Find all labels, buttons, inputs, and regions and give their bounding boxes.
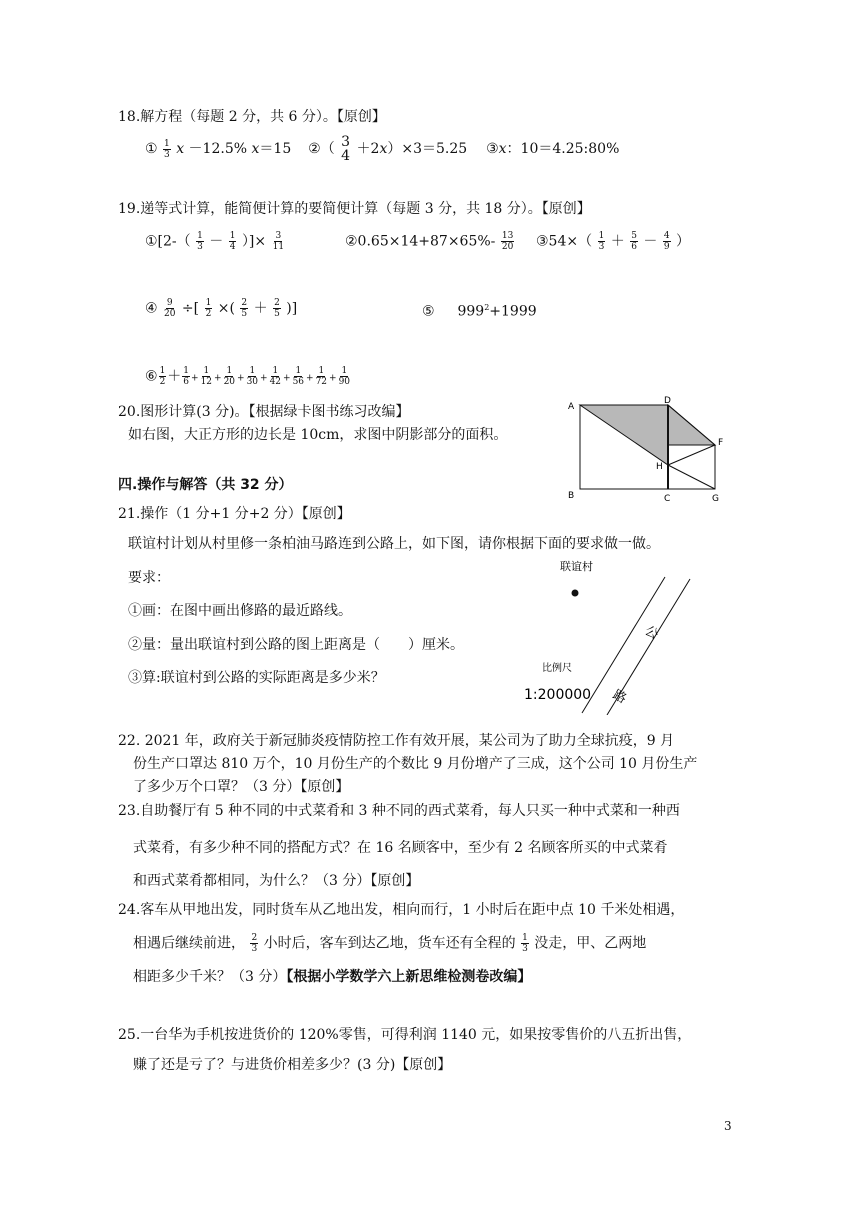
q18-eq2: ②（ 3 4 ＋2x）×3＝5.25 xyxy=(308,134,468,164)
q19-item2: ②0.65×14+87×65%- $\frac{13}{20}$ xyxy=(345,231,514,252)
label-B: B xyxy=(568,491,575,501)
item6-label: ⑥ xyxy=(145,368,158,385)
item6-operator: ＋ xyxy=(167,368,182,385)
q25-line1: 25.一台华为手机按进货价的 120%零售，可得利润 1140 元，如果按零售价的八五折出售， xyxy=(118,1027,692,1043)
item6-operator: + xyxy=(214,373,222,384)
item6-operator: + xyxy=(329,373,337,384)
scale-label: 比例尺 xyxy=(542,663,572,674)
q20-body: 如右图，大正方形的边长是 10cm，求图中阴影部分的面积。 xyxy=(128,427,508,443)
q19-item1: ①[2-（ $\frac{1}{3}$ － $\frac{1}{4}$ ）]× $\frac{3}{11}$ xyxy=(145,231,285,252)
q20-heading: 20.图形计算(3 分)。【根据绿卡图书练习改编】 xyxy=(118,404,410,420)
label-F: F xyxy=(718,438,724,448)
item6-fraction: $\frac{1}{6}$ xyxy=(183,366,190,387)
q21-heading: 21.操作（1 分+1 分+2 分）【原创】 xyxy=(118,506,351,522)
item6-fraction: $\frac{1}{56}$ xyxy=(292,366,305,387)
q21-requirements-label: 要求： xyxy=(128,570,170,586)
item6-fraction: $\frac{1}{20}$ xyxy=(223,366,236,387)
q19-item5: ⑤ $999^2+1999$ xyxy=(422,303,537,320)
q24-line2: 相遇后继续前进， $\frac{2}{3}$ 小时后，客车到达乙地，货车还有全程的 $\frac{1}{3}$ 没走，甲、乙两地 xyxy=(133,933,647,954)
item6-operator: + xyxy=(306,373,314,384)
q24-line3: 相距多少千米？（3 分）【根据小学数学六上新思维检测卷改编】 xyxy=(133,969,532,985)
section-four-heading: 四.操作与解答（共 32 分） xyxy=(118,477,293,493)
q23-line3: 和西式菜肴都相同，为什么？（3 分）【原创】 xyxy=(133,873,420,889)
item6-fraction: $\frac{1}{12}$ xyxy=(200,366,213,387)
road-label-1: 公 xyxy=(642,623,661,643)
q22-line2: 份生产口罩达 810 万个，10 月份生产的个数比 9 月份增产了三成，这个公司 10 月份生产 xyxy=(133,756,698,772)
item6-fraction: $\frac{1}{90}$ xyxy=(338,366,351,387)
village-label: 联谊村 xyxy=(560,560,593,573)
q18-eq1: ① $\frac{1}{3}$ x －12.5% x＝15 xyxy=(145,138,292,160)
label-A: A xyxy=(568,402,575,412)
item6-fraction: $\frac{1}{2}$ xyxy=(159,366,166,387)
q24-line1: 24.客车从甲地出发，同时货车从乙地出发，相向而行，1 小时后在距中点 10 千米处相遇， xyxy=(118,902,685,918)
q21-req-measure: ②量：量出联谊村到公路的图上距离是（ ）厘米。 xyxy=(128,637,464,653)
q23-line2: 式菜肴，有多少种不同的搭配方式？在 16 名顾客中，至少有 2 名顾客所买的中式菜肴 xyxy=(133,840,668,856)
q20-geometry-figure xyxy=(560,395,730,507)
label-C: C xyxy=(664,494,671,504)
q18-heading: 18.解方程（每题 2 分，共 6 分）。【原创】 xyxy=(118,109,386,125)
item6-fraction: $\frac{1}{72}$ xyxy=(315,366,328,387)
q25-line2: 赚了还是亏了？与进货价相差多少？(3 分)【原创】 xyxy=(133,1057,452,1073)
page-number: 3 xyxy=(724,1119,732,1133)
road-label-2: 路 xyxy=(610,687,629,707)
q21-req-calc: ③算:联谊村到公路的实际距离是多少米？ xyxy=(128,670,385,686)
q18-eq3: ③x：10＝4.25:80% xyxy=(486,141,620,157)
q23-line1: 23.自助餐厅有 5 种不同的中式菜肴和 3 种不同的西式菜肴，每人只买一种中式菜和一种西 xyxy=(118,803,680,819)
label-G: G xyxy=(712,494,719,504)
q18-equations xyxy=(145,135,619,163)
q21-map xyxy=(520,555,710,715)
q19-item4: ④ $\frac{9}{20}$ ÷[ $\frac{1}{2}$ ×( $\frac{2}{5}$ ＋ $\frac{2}{5}$ )] xyxy=(145,298,298,319)
item6-operator: + xyxy=(237,373,245,384)
label-D: D xyxy=(664,396,671,406)
scale-value: 1:200000 xyxy=(524,687,592,703)
village-dot xyxy=(572,590,579,597)
q22-line3: 了多少万个口罩？（3 分）【原创】 xyxy=(133,779,350,795)
item6-operator: + xyxy=(191,373,199,384)
q21-req-draw: ①画：在图中画出修路的最近路线。 xyxy=(128,603,352,619)
item6-fraction: $\frac{1}{30}$ xyxy=(246,366,259,387)
label-H: H xyxy=(656,462,663,472)
q19-item3: ③54×（ $\frac{1}{3}$ ＋ $\frac{5}{6}$ － $\frac{4}{9}$ ） xyxy=(536,231,691,252)
q19-item6 xyxy=(145,366,352,389)
item6-operator: + xyxy=(260,373,268,384)
q21-intro: 联谊村计划从村里修一条柏油马路连到公路上，如下图，请你根据下面的要求做一做。 xyxy=(128,536,660,552)
item6-operator: + xyxy=(283,373,291,384)
item6-fraction: $\frac{1}{42}$ xyxy=(269,366,282,387)
q19-heading: 19.递等式计算，能简便计算的要简便计算（每题 3 分，共 18 分）。【原创】 xyxy=(118,201,591,217)
q22-line1: 22. 2021 年，政府关于新冠肺炎疫情防控工作有效开展，某公司为了助力全球抗疫，9 月 xyxy=(118,733,675,749)
